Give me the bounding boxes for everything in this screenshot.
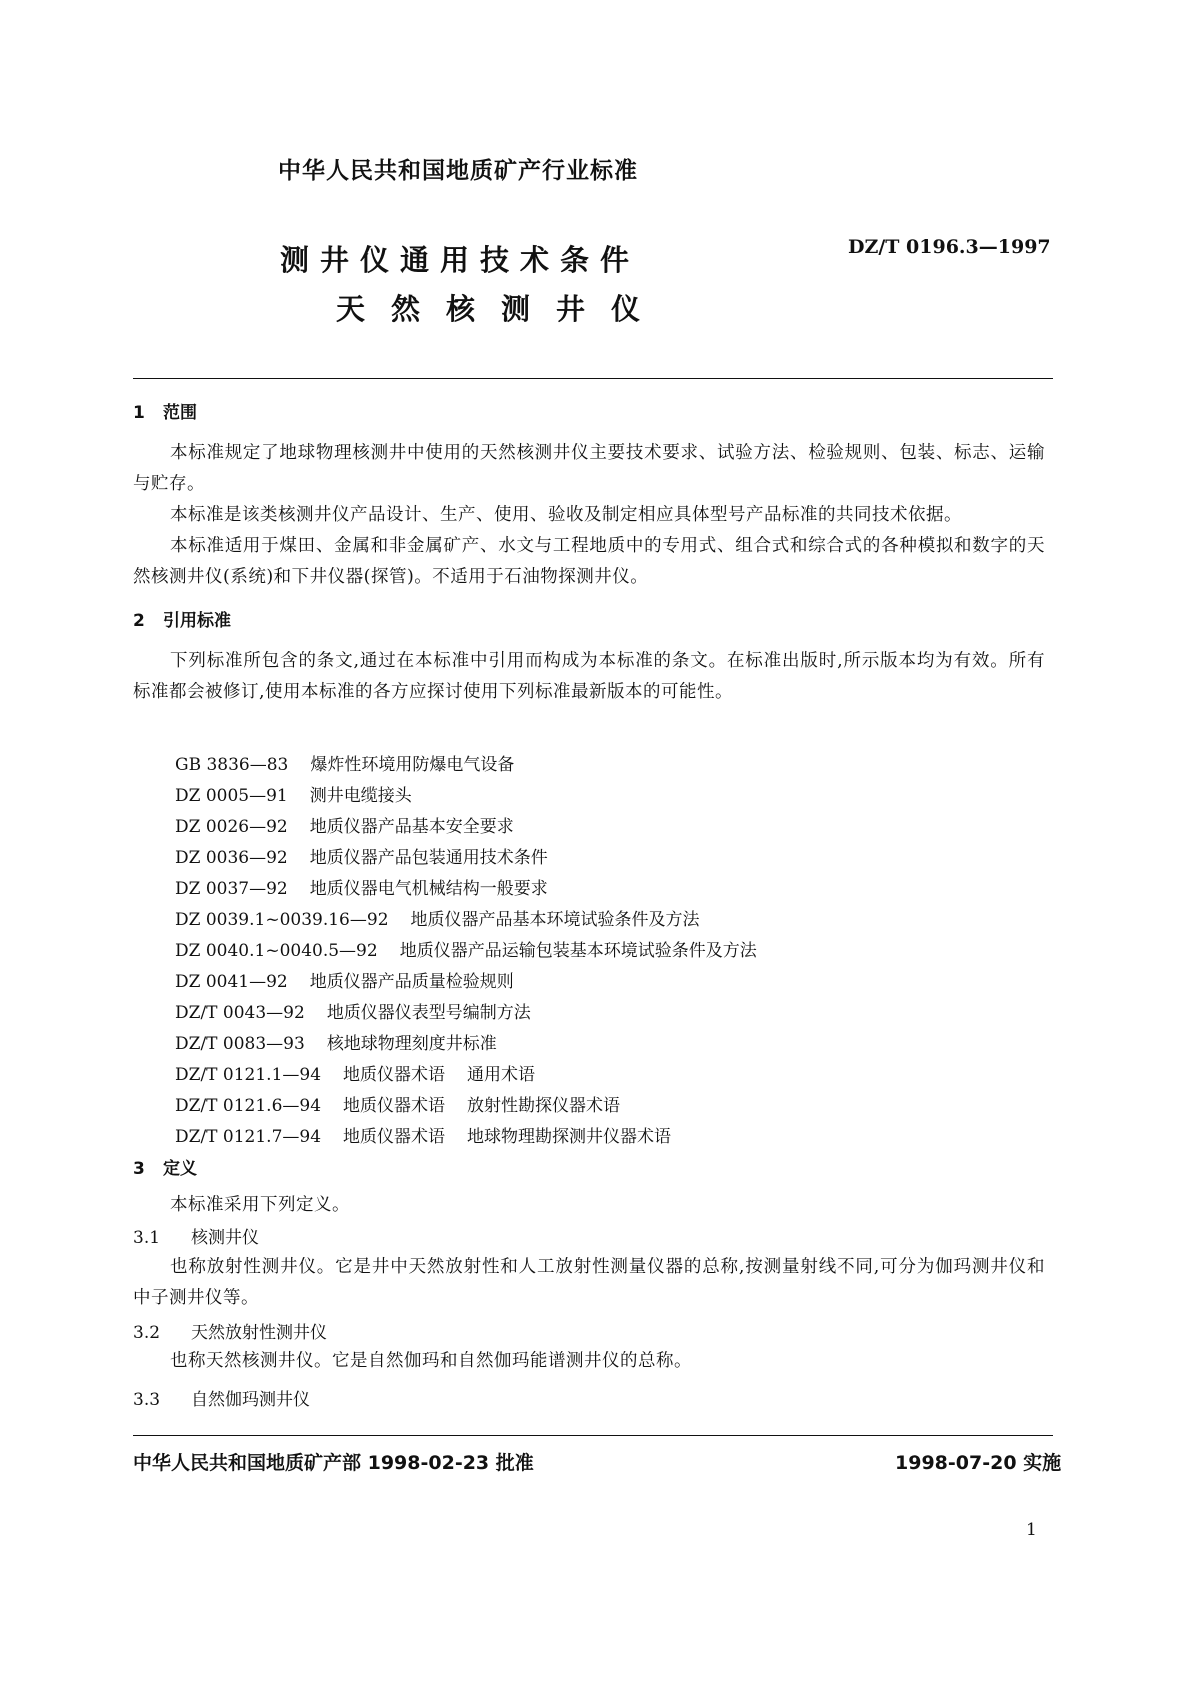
paragraph: 本标准是该类核测井仪产品设计、生产、使用、验收及制定相应具体型号产品标准的共同技术依据。: [170, 505, 962, 525]
reference-title: 地质仪器产品质量检验规则: [309, 972, 514, 992]
reference-code: DZ 0040.1~0040.5—92: [175, 941, 378, 961]
reference-item: [175, 874, 757, 905]
reference-code: DZ 0026—92: [175, 817, 288, 837]
header-divider: [133, 378, 1053, 379]
section-number: 1: [133, 403, 145, 423]
paragraph: 本标准采用下列定义。: [170, 1195, 350, 1215]
reference-title: 核地球物理刻度井标准: [326, 1034, 497, 1054]
paragraph: 本标准规定了地球物理核测井中使用的天然核测井仪主要技术要求、试验方法、检验规则、包装、标志、运输与贮存。: [133, 443, 1045, 494]
reference-subtitle: 放射性勘探仪器术语: [467, 1096, 621, 1116]
reference-title: 地质仪器产品基本环境试验条件及方法: [410, 910, 700, 930]
section-number: 3: [133, 1159, 145, 1179]
definition-number: 3.2: [133, 1323, 161, 1343]
reference-subtitle: 地球物理勘探测井仪器术语: [467, 1127, 672, 1147]
reference-title: 地质仪器仪表型号编制方法: [326, 1003, 531, 1023]
standard-code: DZ/T 0196.3—1997: [848, 236, 1051, 258]
section-heading-3: [133, 1154, 197, 1179]
reference-code: DZ/T 0121.7—94: [175, 1127, 322, 1147]
reference-item: [175, 1122, 757, 1153]
reference-code: DZ 0037—92: [175, 879, 288, 899]
reference-title: 地质仪器电气机械结构一般要求: [309, 879, 548, 899]
definition-number: 3.3: [133, 1390, 161, 1410]
reference-code: DZ/T 0121.6—94: [175, 1096, 322, 1116]
section-title: 引用标准: [163, 611, 231, 631]
reference-item: [175, 843, 757, 874]
reference-item: [175, 905, 757, 936]
reference-code: GB 3836—83: [175, 755, 289, 775]
reference-title: 地质仪器产品基本安全要求: [309, 817, 514, 837]
reference-item: [175, 1091, 757, 1122]
reference-code: DZ 0039.1~0039.16—92: [175, 910, 389, 930]
definition-term: 自然伽玛测井仪: [191, 1390, 310, 1410]
section-title: 定义: [163, 1159, 197, 1179]
reference-item: [175, 998, 757, 1029]
reference-title: 地质仪器术语: [343, 1065, 446, 1085]
approval-statement: 中华人民共和国地质矿产部 1998-02-23 批准: [133, 1452, 534, 1474]
section-number: 2: [133, 611, 145, 631]
definition-number: 3.1: [133, 1228, 161, 1248]
reference-item: [175, 781, 757, 812]
reference-title: 地质仪器产品包装通用技术条件: [309, 848, 548, 868]
reference-title: 测井电缆接头: [309, 786, 412, 806]
section-heading-1: [133, 398, 197, 423]
reference-title: 地质仪器术语: [343, 1127, 446, 1147]
page-number: 1: [1026, 1520, 1037, 1540]
footer-divider: [133, 1435, 1053, 1436]
definition-term: 天然放射性测井仪: [191, 1323, 327, 1343]
reference-code: DZ 0005—91: [175, 786, 288, 806]
document-title: 测井仪通用技术条件: [280, 243, 641, 277]
definition-text: 也称放射性测井仪。它是井中天然放射性和人工放射性测量仪器的总称,按测量射线不同,可分为伽玛测井仪和中子测井仪等。: [133, 1257, 1045, 1308]
definition-term: 核测井仪: [191, 1228, 259, 1248]
issuing-body-header: 中华人民共和国地质矿产行业标准: [278, 158, 638, 184]
reference-item: [175, 1060, 757, 1091]
definition-heading: [133, 1223, 259, 1248]
paragraph: 下列标准所包含的条文,通过在本标准中引用而构成为本标准的条文。在标准出版时,所示版本均为有效。所有标准都会被修订,使用本标准的各方应探讨使用下列标准最新版本的可能性。: [133, 651, 1045, 702]
section-title: 范围: [163, 403, 197, 423]
reference-item: [175, 967, 757, 998]
definition-heading: [133, 1318, 327, 1343]
reference-item: [175, 750, 757, 781]
effective-date: 1998-07-20 实施: [895, 1452, 1062, 1474]
reference-code: DZ 0041—92: [175, 972, 288, 992]
reference-code: DZ/T 0121.1—94: [175, 1065, 322, 1085]
reference-list: [175, 750, 757, 1153]
reference-subtitle: 通用术语: [467, 1065, 536, 1085]
reference-code: DZ/T 0043—92: [175, 1003, 305, 1023]
reference-code: DZ 0036—92: [175, 848, 288, 868]
definition-heading: [133, 1385, 310, 1410]
reference-title: 爆炸性环境用防爆电气设备: [310, 755, 515, 775]
reference-code: DZ/T 0083—93: [175, 1034, 305, 1054]
definition-text: 也称天然核测井仪。它是自然伽玛和自然伽玛能谱测井仪的总称。: [170, 1351, 692, 1371]
reference-item: [175, 812, 757, 843]
section-heading-2: [133, 606, 231, 631]
reference-item: [175, 1029, 757, 1060]
document-subtitle: 天然核测井仪: [336, 292, 667, 326]
reference-title: 地质仪器产品运输包装基本环境试验条件及方法: [399, 941, 757, 961]
paragraph: 本标准适用于煤田、金属和非金属矿产、水文与工程地质中的专用式、组合式和综合式的各种模拟和数字的天然核测井仪(系统)和下井仪器(探管)。不适用于石油物探测井仪。: [133, 536, 1045, 587]
reference-item: [175, 936, 757, 967]
reference-title: 地质仪器术语: [343, 1096, 446, 1116]
